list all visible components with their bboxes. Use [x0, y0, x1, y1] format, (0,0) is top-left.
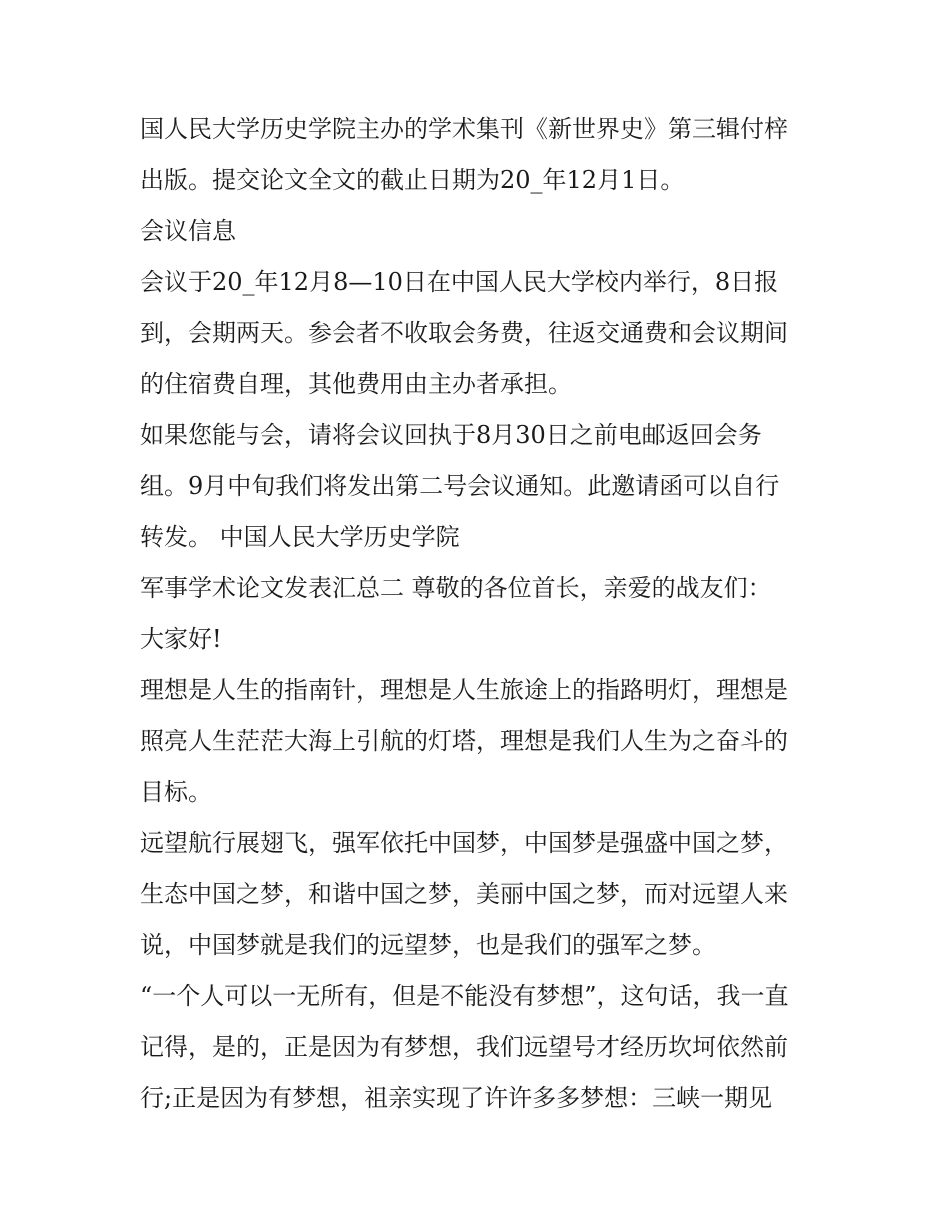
text-line: 理想是人生的指南针，理想是人生旅途上的指路明灯，理想是 — [140, 676, 788, 704]
text-line: 国人民大学历史学院主办的学术集刊《新世界史》第三辑付梓 — [140, 115, 788, 143]
document-body — [140, 104, 820, 1124]
text-line: 军事学术论文发表汇总二 尊敬的各位首长，亲爱的战友们： — [140, 574, 772, 602]
text-line: 会议于20_年12月8—10日在中国人民大学校内举行，8日报 — [140, 268, 779, 296]
text-line: 说，中国梦就是我们的远望梦，也是我们的强军之梦。 — [140, 931, 716, 959]
text-line: 到，会期两天。参会者不收取会务费，往返交通费和会议期间 — [140, 319, 788, 347]
text-line: 生态中国之梦，和谐中国之梦，美丽中国之梦，而对远望人来 — [140, 880, 788, 908]
text-line: 记得，是的，正是因为有梦想，我们远望号才经历坎坷依然前 — [140, 1033, 788, 1061]
text-line: 目标。 — [140, 778, 212, 806]
text-line: 照亮人生茫茫大海上引航的灯塔，理想是我们人生为之奋斗的 — [140, 727, 788, 755]
text-line: “一个人可以一无所有，但是不能没有梦想”，这句话，我一直 — [140, 982, 789, 1010]
text-line: 行;正是因为有梦想，祖亲实现了许许多多梦想：三峡一期见 — [140, 1084, 773, 1112]
text-line: 远望航行展翅飞，强军依托中国梦，中国梦是强盛中国之梦， — [140, 829, 788, 857]
text-line: 组。9月中旬我们将发出第二号会议通知。此邀请函可以自行 — [140, 472, 780, 500]
section-heading: 会议信息 — [140, 217, 236, 245]
text-line: 转发。 中国人民大学历史学院 — [140, 523, 460, 551]
text-line: 的住宿费自理，其他费用由主办者承担。 — [140, 370, 572, 398]
text-line: 如果您能与会，请将会议回执于8月30日之前电邮返回会务 — [140, 421, 762, 449]
text-line: 出版。提交论文全文的截止日期为20_年12月1日。 — [140, 166, 685, 194]
text-line: 大家好! — [140, 625, 222, 653]
